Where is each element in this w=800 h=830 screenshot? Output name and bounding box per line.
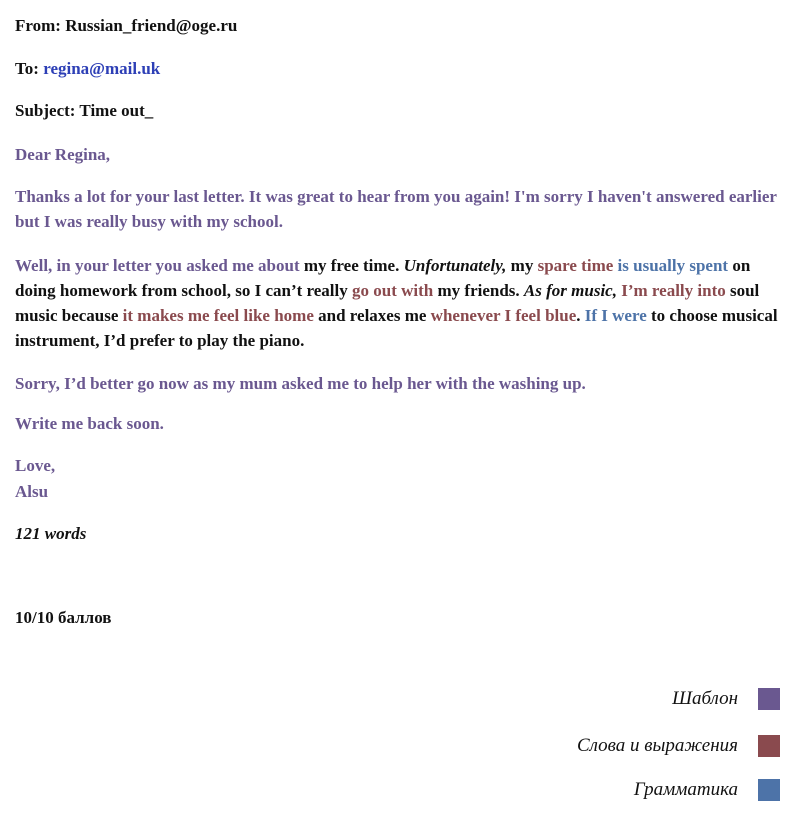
- text-segment: If I were: [584, 306, 647, 325]
- subject-label: Subject:: [15, 101, 76, 120]
- text-segment: As for music,: [523, 281, 617, 300]
- legend-item-template: [672, 688, 780, 710]
- sign-love: Love,: [15, 456, 56, 475]
- legend-item-grammar: [634, 779, 780, 801]
- text-segment: my friends.: [433, 281, 524, 300]
- paragraph-3: [15, 371, 785, 396]
- greeting: Dear Regina,: [15, 145, 111, 164]
- sign-name: Alsu: [15, 482, 49, 501]
- text-segment: to choose musical instrument, I’d prefer to play the piano.: [15, 306, 778, 350]
- paragraph-1: [15, 184, 785, 234]
- word-count: 121 words: [15, 524, 87, 543]
- legend-swatch: [758, 735, 780, 757]
- text-segment: my free time.: [303, 256, 404, 275]
- text-segment: my: [506, 256, 538, 275]
- text-segment: spare time: [537, 256, 614, 275]
- legend-label: Шаблон: [672, 688, 738, 709]
- text-segment: it makes me feel like home: [122, 306, 314, 325]
- legend-label: Грамматика: [633, 779, 738, 800]
- from-line: [15, 16, 237, 36]
- text-segment: is usually spent: [613, 256, 729, 275]
- subject-line: [15, 101, 153, 121]
- text-segment: soul music because: [15, 281, 760, 325]
- text-segment: whenever I feel blue: [430, 306, 577, 325]
- legend-swatch: [758, 688, 780, 710]
- from-label: From:: [15, 16, 61, 35]
- text-segment: Unfortunately,: [403, 256, 507, 275]
- score: 10/10 баллов: [15, 608, 112, 627]
- text-segment: I’m really into: [621, 281, 726, 300]
- text-segment: go out with: [352, 281, 434, 300]
- text-segment: Thanks a lot for your last letter. It was great to hear from you again! I'm sorry I haven't answered earlier but I was really busy with my school.: [15, 187, 777, 231]
- text-segment: Sorry, I’d better go now as my mum asked me to help her with the washing up.: [15, 374, 586, 393]
- subject-value: Time out_: [79, 101, 154, 120]
- to-label: To:: [15, 59, 39, 78]
- legend-label: Слова и выражения: [576, 735, 738, 756]
- legend-swatch: [758, 779, 780, 801]
- text-segment: Well, in your letter you asked me about: [15, 256, 304, 275]
- text-segment: .: [576, 306, 585, 325]
- closing-line: Write me back soon.: [15, 414, 164, 433]
- from-value: Russian_friend@oge.ru: [65, 16, 238, 35]
- text-segment: on doing homework from school, so I can’t really: [15, 256, 751, 300]
- legend-item-vocab: [577, 735, 780, 757]
- to-line: [15, 59, 160, 79]
- to-email-link[interactable]: regina@mail.uk: [43, 59, 161, 78]
- paragraph-2: [15, 253, 785, 353]
- text-segment: and relaxes me: [313, 306, 431, 325]
